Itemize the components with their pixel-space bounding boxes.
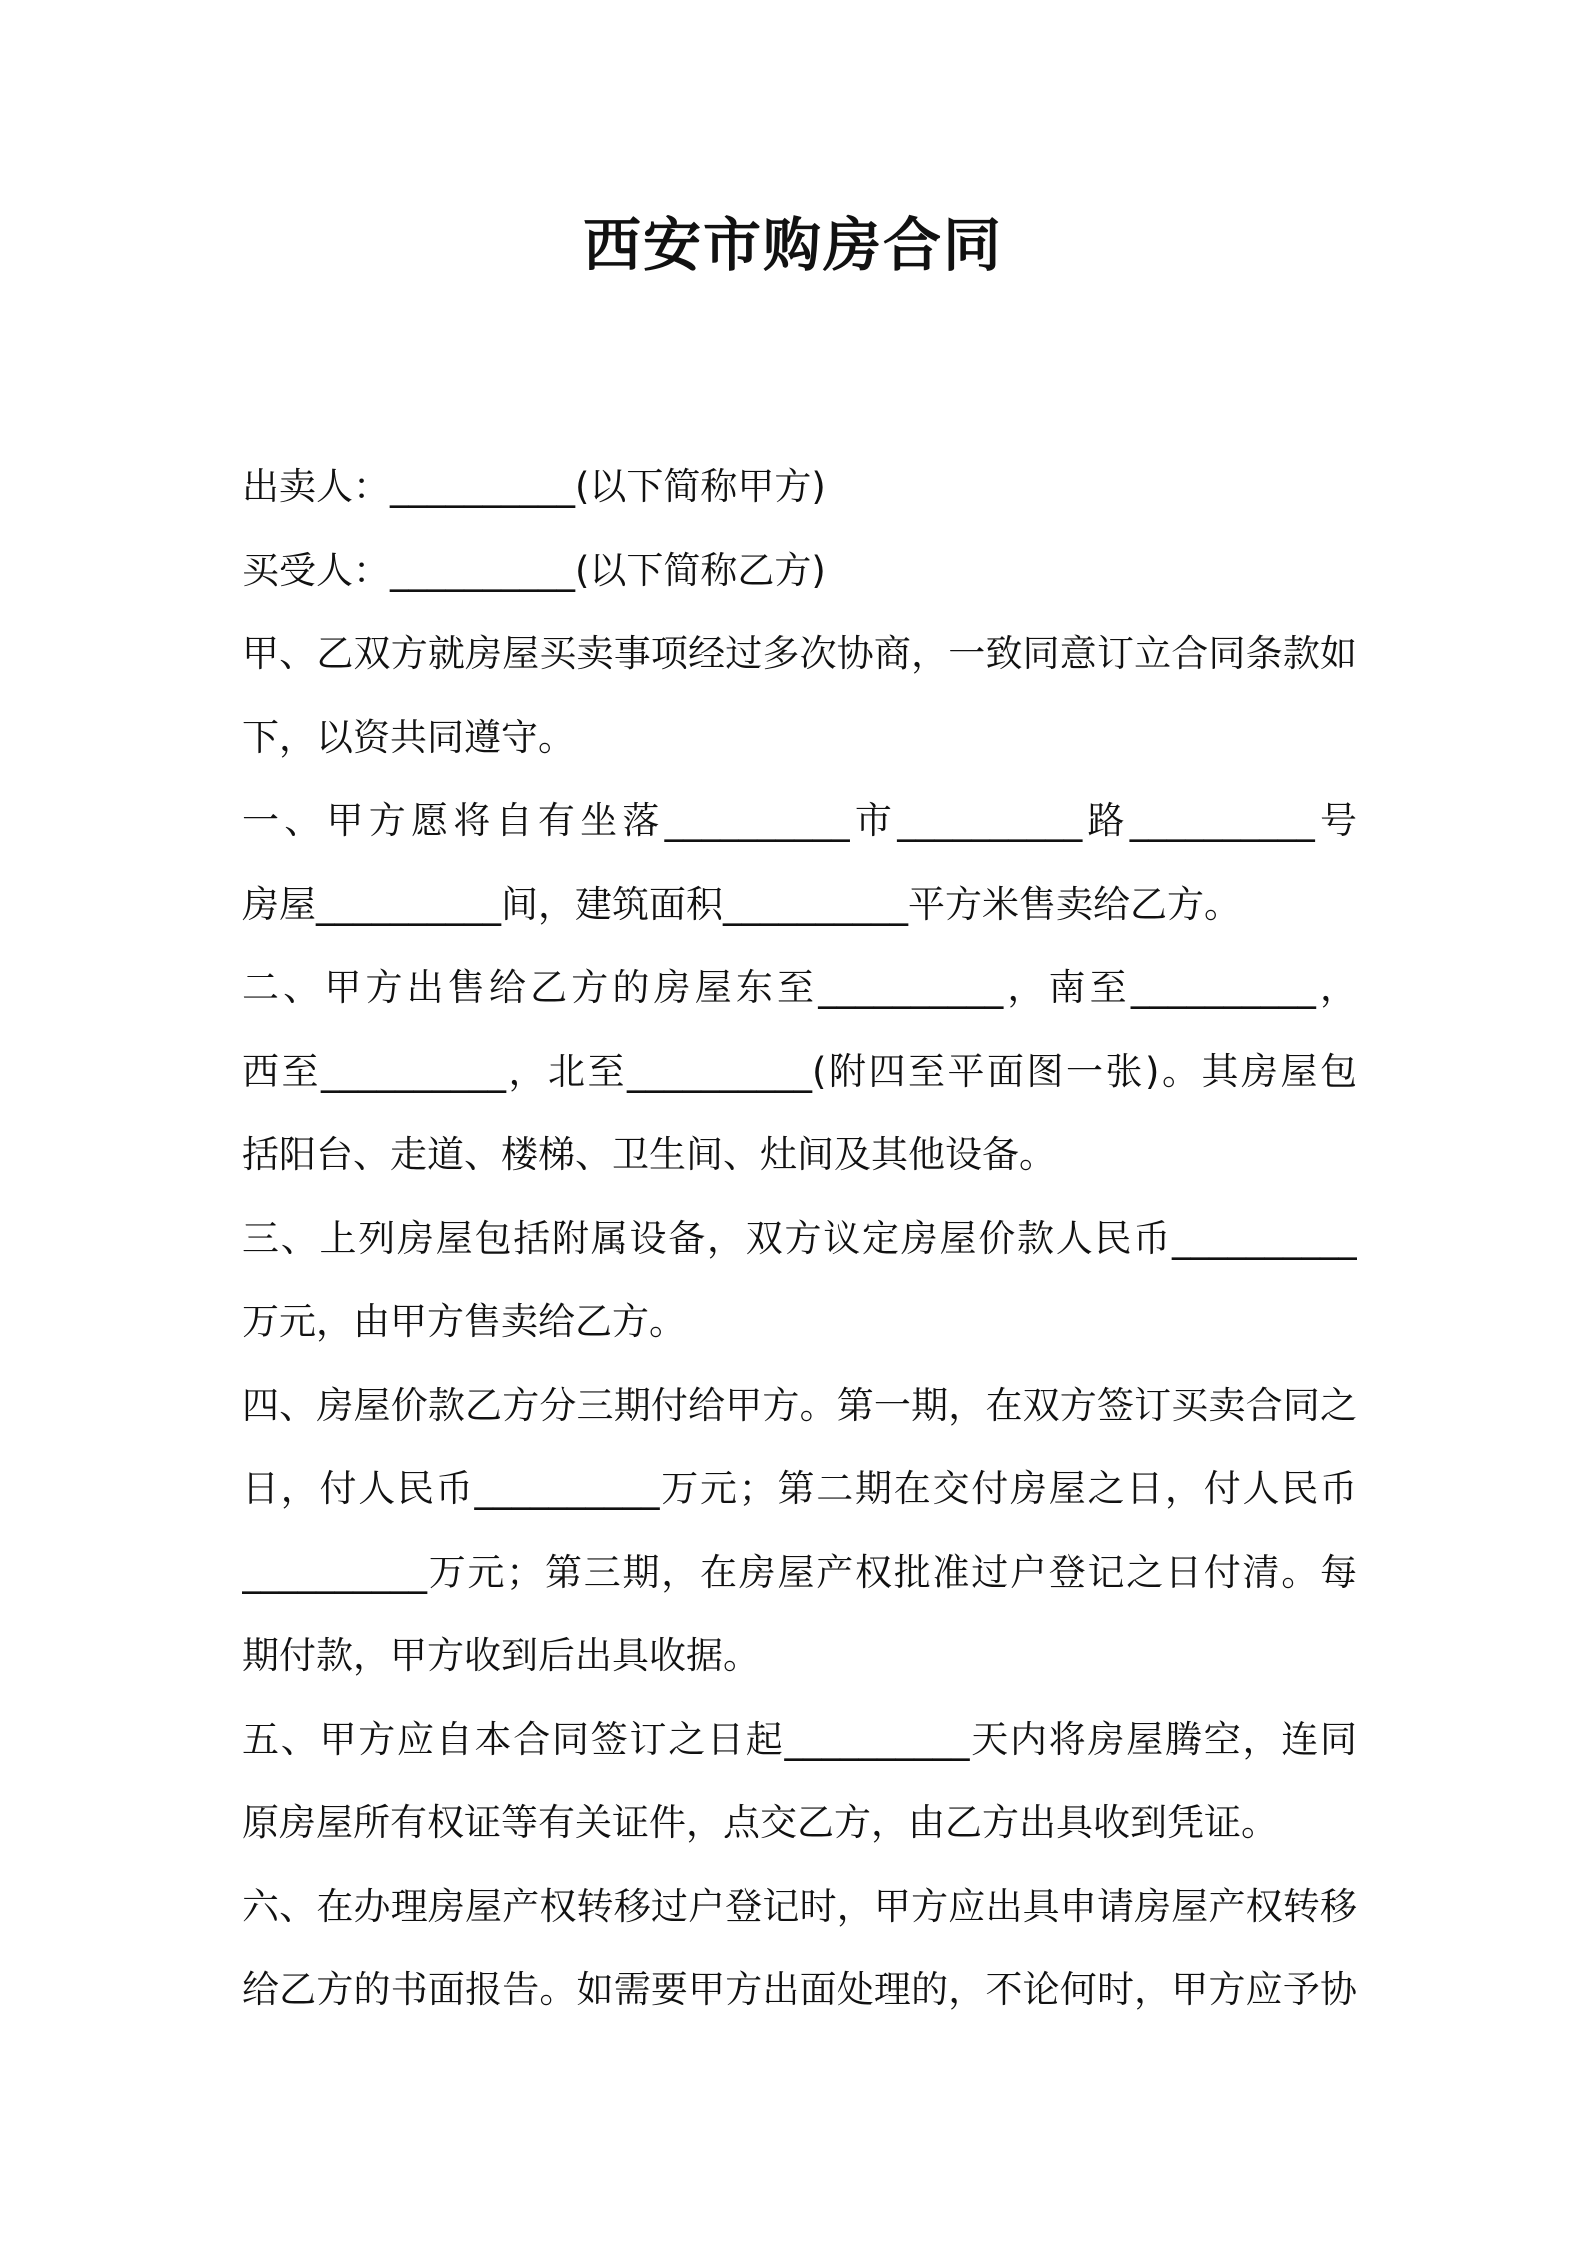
document-title: 西安市购房合同	[582, 211, 1003, 279]
clause-5-line: 五、甲方应自本合同签订之日起__________天内将房屋腾空，连同	[242, 1717, 1357, 1761]
clause-4-line: 日，付人民币__________万元；第二期在交付房屋之日，付人民币	[242, 1467, 1357, 1510]
clause-3-line: 万元，由甲方售卖给乙方。	[242, 1300, 686, 1343]
clause-4-line: 期付款，甲方收到后出具收据。	[242, 1634, 760, 1677]
intro-line: 下，以资共同遵守。	[242, 715, 575, 759]
clause-5-line: 原房屋所有权证等有关证件，点交乙方，由乙方出具收到凭证。	[242, 1801, 1278, 1844]
buyer-line: 买受人：__________(以下简称乙方)	[242, 548, 826, 592]
clause-2-line: 西至__________，北至__________(附四至平面图一张)。其房屋包	[242, 1049, 1357, 1093]
clause-2-line: 二、甲方出售给乙方的房屋东至__________，南至__________，	[242, 966, 1357, 1009]
clause-4-line: 四、房屋价款乙方分三期付给甲方。第一期，在双方签订买卖合同之	[242, 1383, 1357, 1427]
intro-line: 甲、乙双方就房屋买卖事项经过多次协商，一致同意订立合同条款如	[242, 632, 1357, 675]
clause-1-line: 房屋__________间，建筑面积__________平方米售卖给乙方。	[242, 882, 1241, 926]
clause-3-line: 三、上列房屋包括附属设备，双方议定房屋价款人民币__________	[242, 1216, 1357, 1260]
clause-6-line: 给乙方的书面报告。如需要甲方出面处理的，不论何时，甲方应予协	[242, 1968, 1357, 2011]
clause-6-line: 六、在办理房屋产权转移过户登记时，甲方应出具申请房屋产权转移	[242, 1884, 1357, 1928]
clause-1-line: 一、甲方愿将自有坐落__________市__________路__________号	[242, 799, 1357, 842]
clause-2-line: 括阳台、走道、楼梯、卫生间、灶间及其他设备。	[242, 1133, 1056, 1176]
contract-body	[242, 445, 1357, 2032]
clause-4-line: __________万元；第三期，在房屋产权批准过户登记之日付清。每	[242, 1550, 1357, 1594]
seller-line: 出卖人：__________(以下简称甲方)	[242, 465, 826, 508]
